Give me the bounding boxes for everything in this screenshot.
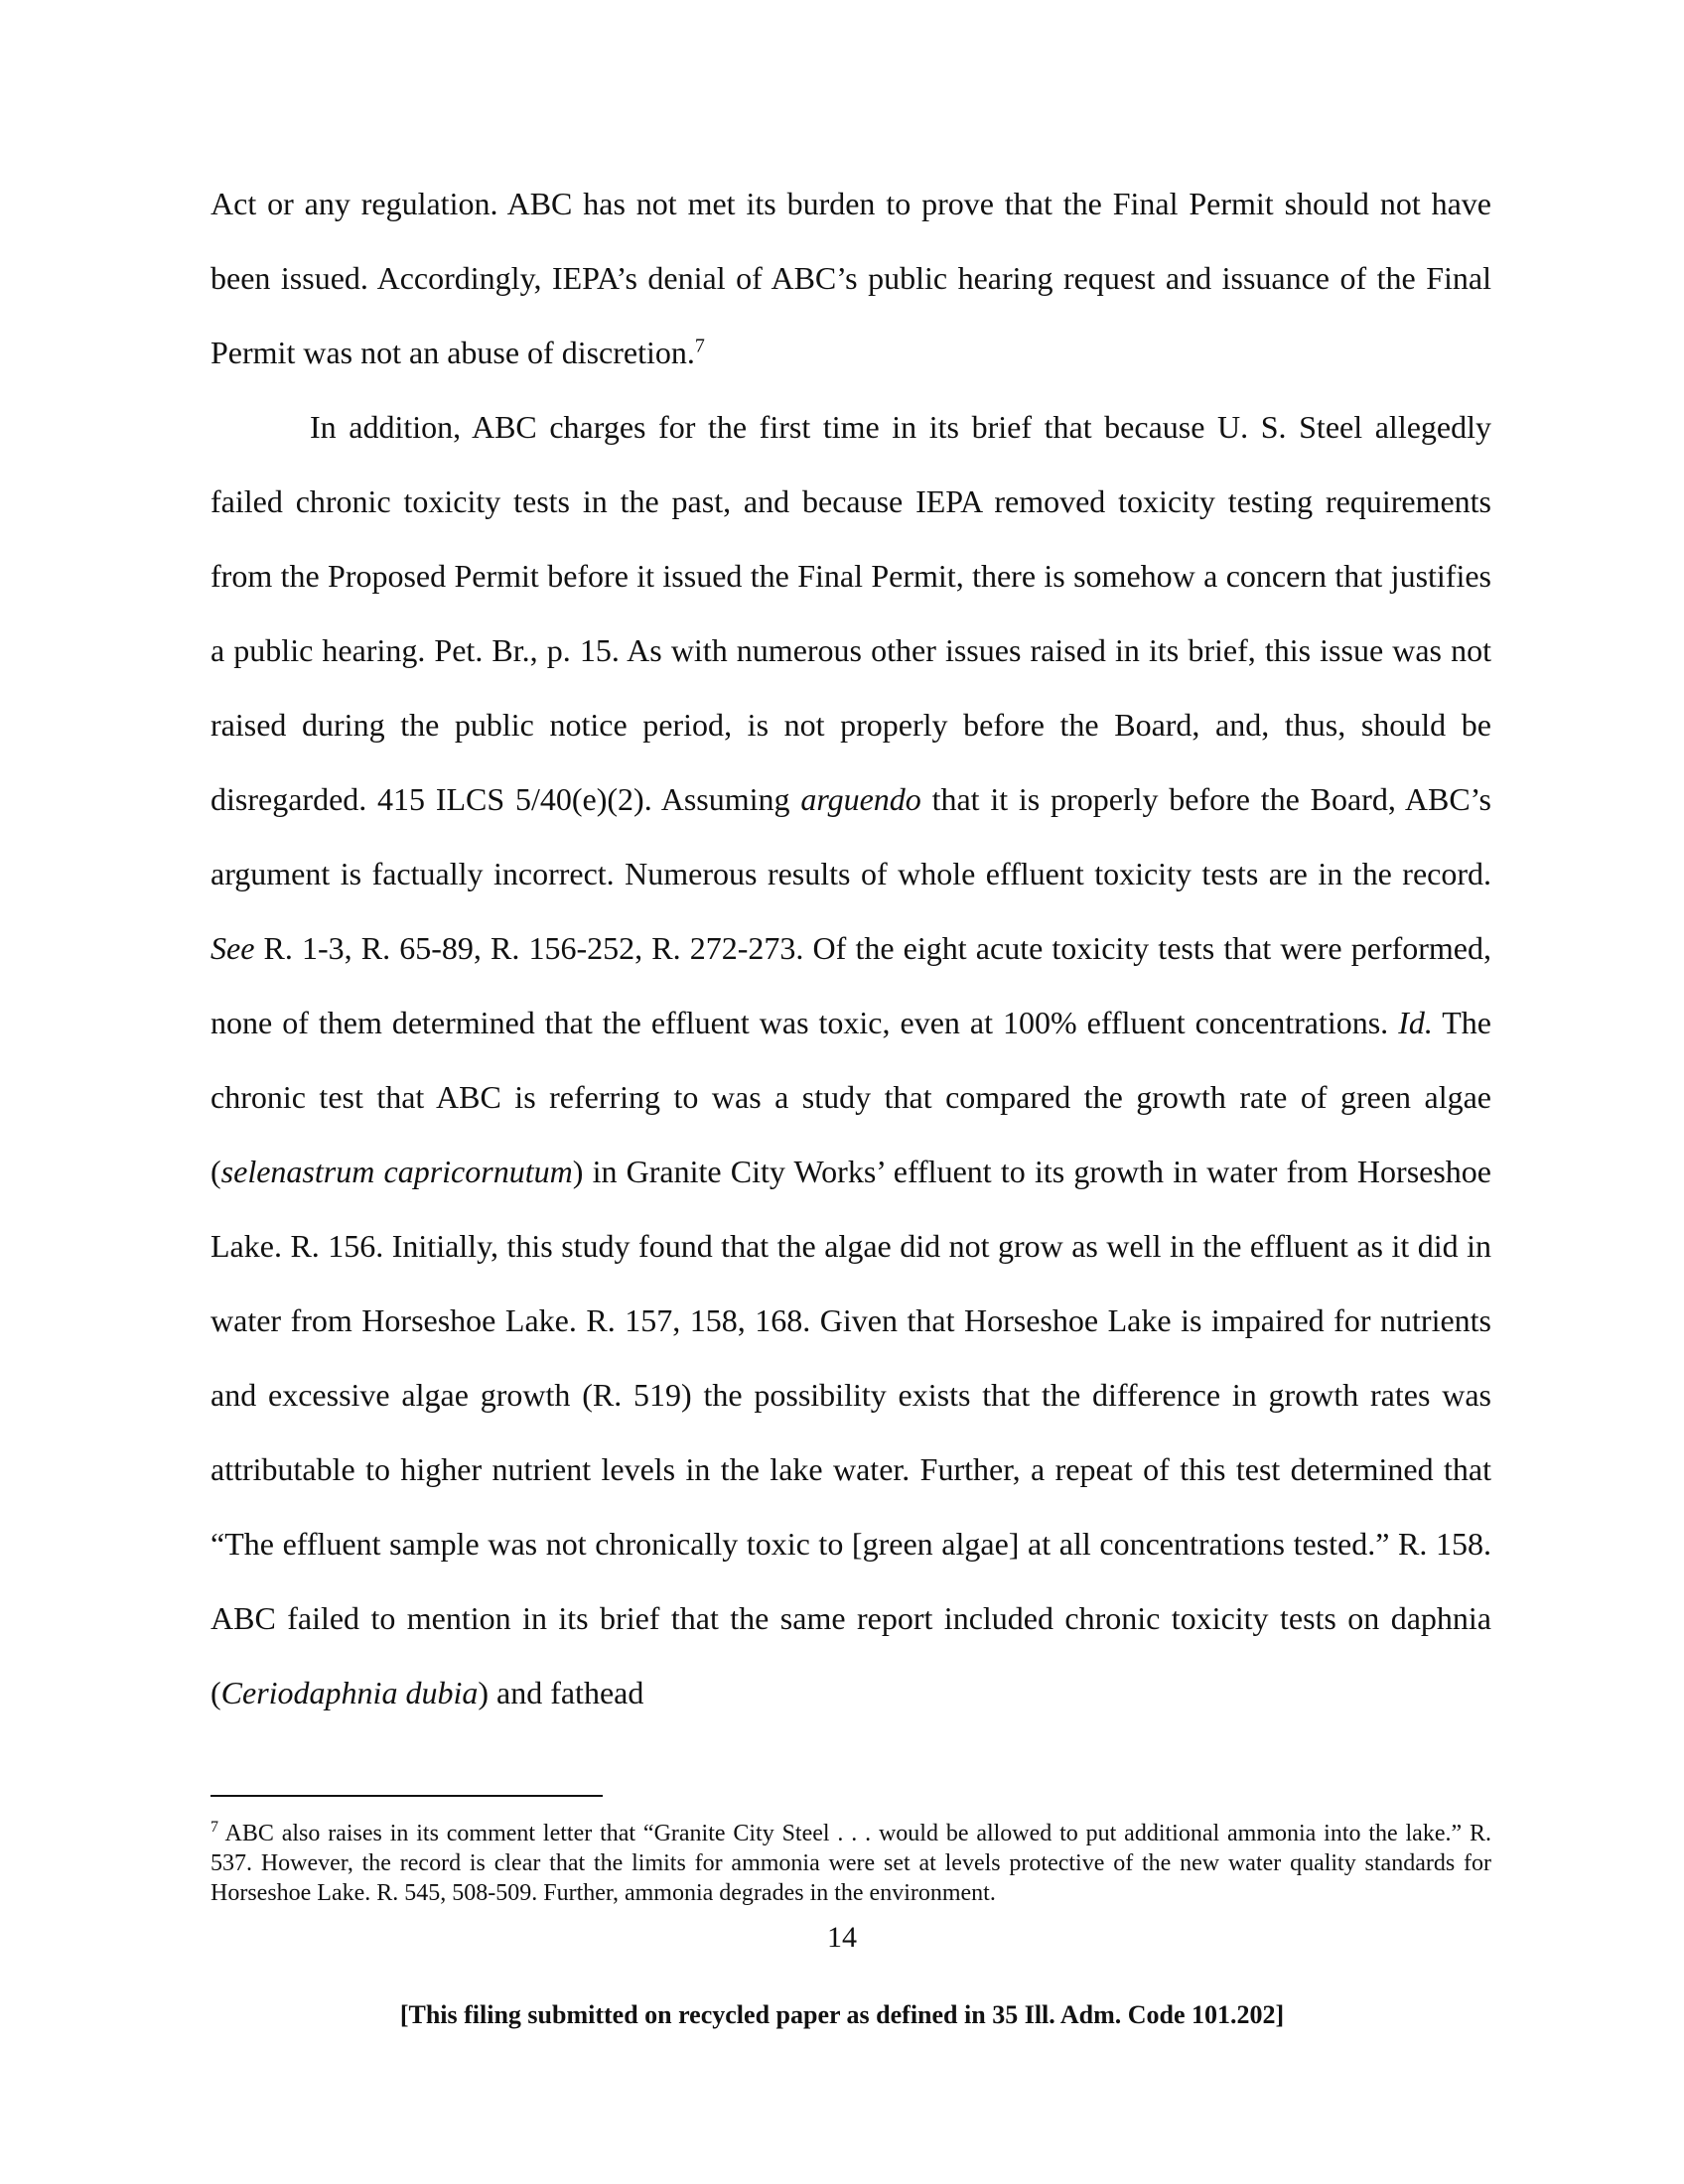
- italic-term: selenastrum capricornutum: [220, 1154, 573, 1189]
- paragraph-2: [210, 390, 1491, 1730]
- paragraph-2-segment: R. 1-3, R. 65-89, R. 156-252, R. 272-273. Of the eight acute toxicity tests that were performed, none of them determined that the effluent was toxic, even at 100% effluent concentrations.: [210, 930, 1491, 1040]
- italic-term: Id.: [1398, 1005, 1433, 1040]
- footnote: [210, 1819, 1491, 1908]
- paragraph-2-segment: In addition, ABC charges for the first time in its brief that because U. S. Steel allegedly failed chronic toxicity tests in the past, and because IEPA removed toxicity testing requirements from the Proposed Permit before it issued the Final Permit, there is somehow a concern that justifies a public hearing. Pet. Br., p. 15. As with numerous other issues raised in its brief, this issue was not raised during the public notice period, is not properly before the Board, and, thus, should be disregarded. 415 ILCS 5/40(e)(2). Assuming: [210, 409, 1491, 817]
- body-text: [210, 167, 1491, 1730]
- paragraph-2-segment: that it is properly before the Board, ABC’s argument is factually incorrect. Numerous results of whole effluent toxicity tests are in the record.: [210, 781, 1492, 891]
- paragraph-1: [210, 167, 1491, 390]
- filing-note: [This filing submitted on recycled paper as defined in 35 Ill. Adm. Code 101.202]: [399, 2000, 1285, 2029]
- paragraph-2-segment: ) in Granite City Works’ effluent to its growth in water from Horseshoe Lake. R. 156. Initially, this study found that the algae did not grow as well in the effluent as it did in water from Horseshoe Lake. R. 157, 158, 168. Given that Horseshoe Lake is impaired for nutrients and excessive algae growth (R. 519) the possibility exists that the difference in growth rates was attributable to higher nutrient levels in the lake water. Further, a repeat of this test determined that “The effluent sample was not chronically toxic to [green algae] at all concentrations tested.” R. 158. ABC failed to mention in its brief that the same report included chronic toxicity tests on daphnia (: [210, 1154, 1492, 1710]
- paragraph-2-segment: The chronic test that ABC is referring to was a study that compared the growth rate of green algae (: [210, 1005, 1492, 1189]
- italic-term: Ceriodaphnia dubia: [220, 1675, 479, 1710]
- page-number: 14: [827, 1921, 857, 1954]
- footnote-number: 7: [210, 1819, 218, 1836]
- footnote-divider: [210, 1795, 603, 1797]
- paragraph-2-segment: ) and fathead: [478, 1675, 644, 1710]
- footnote-text: ABC also raises in its comment letter that “Granite City Steel . . . would be allowed to put additional ammonia into the lake.” R. 537. However, the record is clear that the limits for ammonia were set at levels protective of the new water quality standards for Horseshoe Lake. R. 545, 508-509. Further, ammonia degrades in the environment.: [210, 1821, 1491, 1906]
- italic-term: arguendo: [800, 781, 921, 817]
- footnote-reference: 7: [694, 335, 705, 357]
- italic-term: See: [210, 930, 255, 966]
- paragraph-1-text: Act or any regulation. ABC has not met its burden to prove that the Final Permit should not have been issued. Accordingly, IEPA’s denial of ABC’s public hearing request and issuance of the Final Permit was not an abuse of discretion.: [210, 186, 1491, 370]
